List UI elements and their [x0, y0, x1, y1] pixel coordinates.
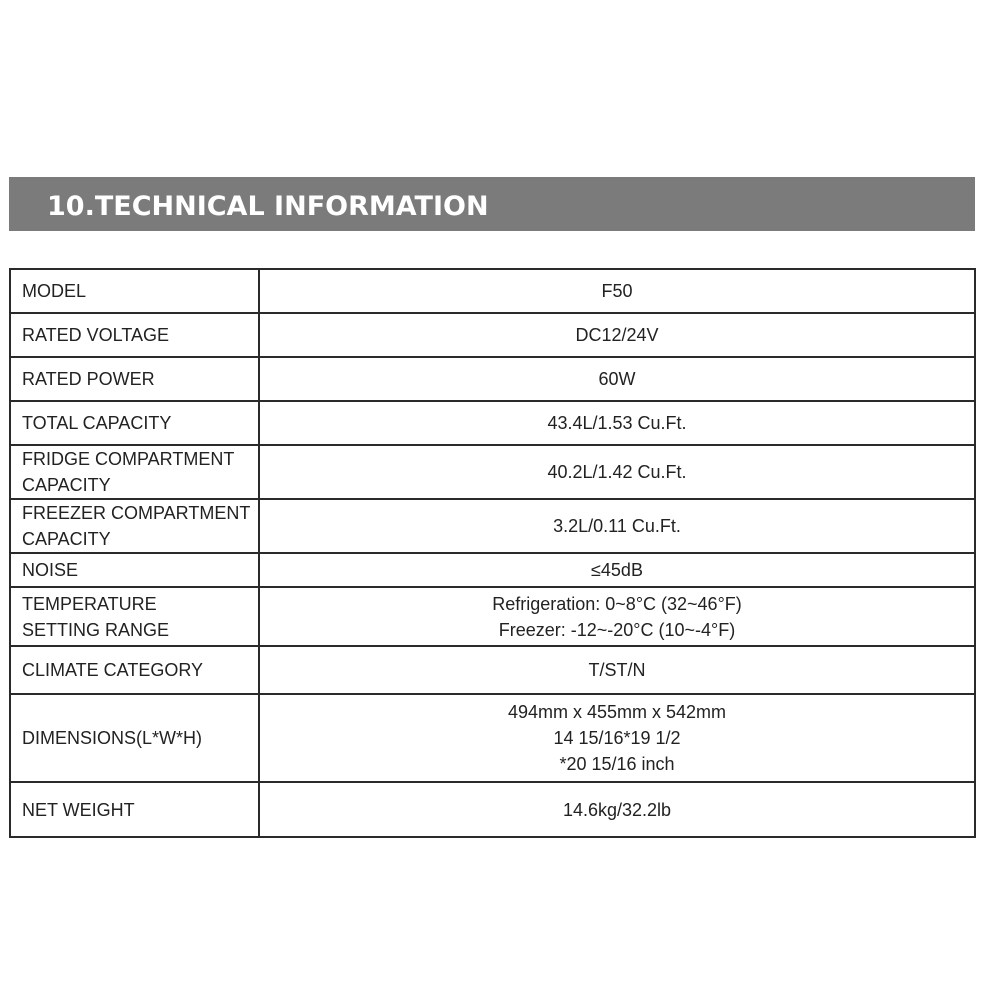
table-row: [10, 499, 975, 553]
row-value: 43.4L/1.53 Cu.Ft.: [259, 401, 975, 445]
row-label: MODEL: [10, 269, 259, 313]
spec-table: [9, 268, 976, 838]
table-row: [10, 646, 975, 694]
table-row: [10, 553, 975, 587]
row-value: F50: [259, 269, 975, 313]
table-row: [10, 694, 975, 782]
row-label: DIMENSIONS(L*W*H): [10, 694, 259, 782]
table-row: [10, 269, 975, 313]
table-row: [10, 401, 975, 445]
row-value: DC12/24V: [259, 313, 975, 357]
row-value: T/ST/N: [259, 646, 975, 694]
row-label: TEMPERATURE SETTING RANGE: [10, 587, 259, 646]
row-label: FRIDGE COMPARTMENT CAPACITY: [10, 445, 259, 499]
table-row: [10, 782, 975, 837]
row-label: TOTAL CAPACITY: [10, 401, 259, 445]
row-label: CLIMATE CATEGORY: [10, 646, 259, 694]
row-label: FREEZER COMPARTMENT CAPACITY: [10, 499, 259, 553]
section-header: [9, 177, 975, 231]
row-value: 40.2L/1.42 Cu.Ft.: [259, 445, 975, 499]
row-value: 60W: [259, 357, 975, 401]
row-value: Refrigeration: 0~8°C (32~46°F) Freezer: -12~-20°C (10~-4°F): [259, 587, 975, 646]
table-row: [10, 445, 975, 499]
row-label: NOISE: [10, 553, 259, 587]
table-row: [10, 587, 975, 646]
table-row: [10, 357, 975, 401]
table-row: [10, 313, 975, 357]
row-value: 3.2L/0.11 Cu.Ft.: [259, 499, 975, 553]
row-value: 14.6kg/32.2lb: [259, 782, 975, 837]
section-title: 10.TECHNICAL INFORMATION: [47, 190, 489, 222]
row-label: RATED POWER: [10, 357, 259, 401]
row-label: NET WEIGHT: [10, 782, 259, 837]
row-value: 494mm x 455mm x 542mm 14 15/16*19 1/2 *20 15/16 inch: [259, 694, 975, 782]
row-label: RATED VOLTAGE: [10, 313, 259, 357]
row-value: ≤45dB: [259, 553, 975, 587]
